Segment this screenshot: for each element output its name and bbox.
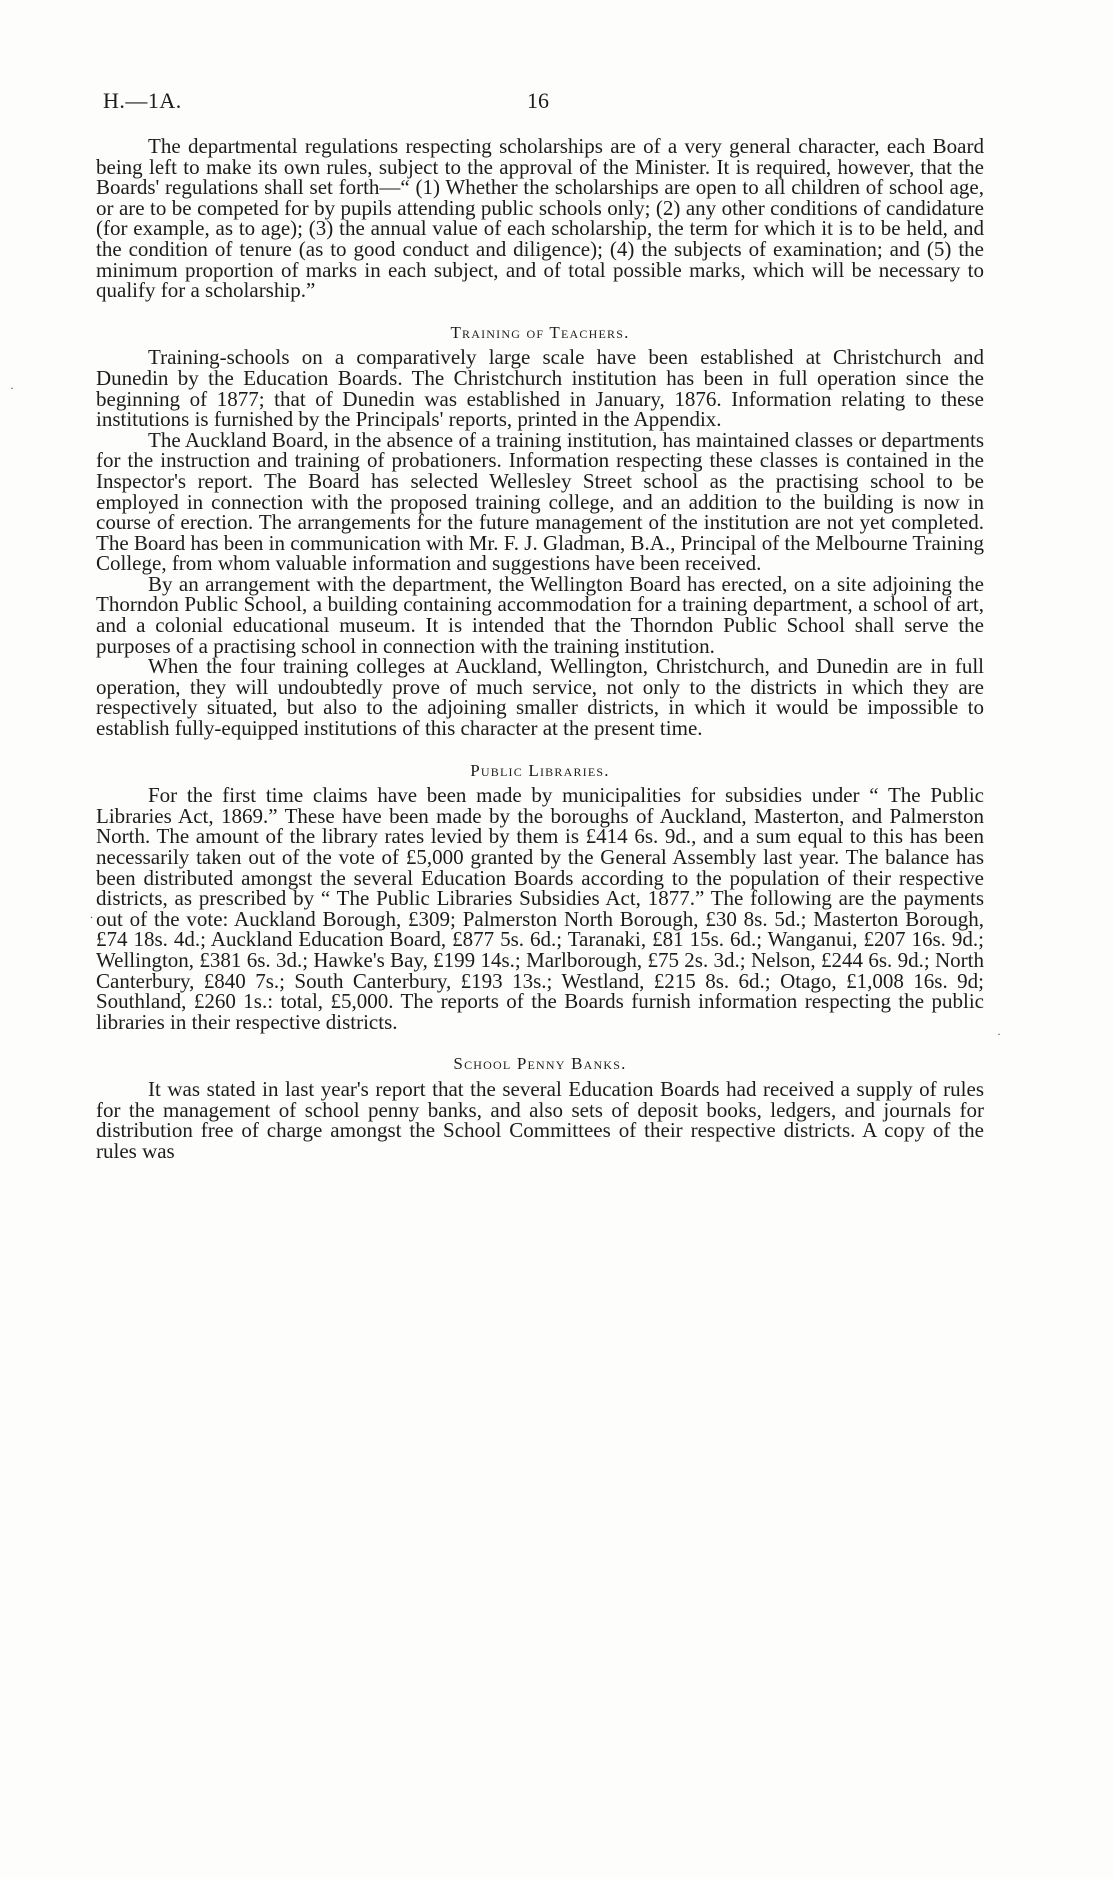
paragraph-training-schools: Training-schools on a comparatively large scale have been established at Christchurch and Dunedin by the Education Boards. The Christchurch institution has been in full operation since the beginning of 1877; that of Dunedin was established in January, 1876. Information relating to these institutions is furnished by the Principals' reports, printed in the Appendix.: [96, 345, 984, 432]
body-text: [96, 136, 984, 1161]
heading-school-penny-banks: School Penny Banks.: [453, 1054, 627, 1074]
paragraph-auckland-board: The Auckland Board, in the absence of a training institution, has maintained classes or departments for the instruction and training of probationers. Information respecting these classes is contained in the Inspector's report. The Board has selected Wellesley Street school as the practising school to be employed in connection with the proposed training college, and an addition to the building is now in course of erection. The arrangements for the future management of the institution are not yet completed. The Board has been in communication with Mr. F. J. Gladman, B.A., Principal of the Melbourne Training College, from whom valuable information and suggestions have been received.: [96, 427, 984, 576]
heading-public-libraries: Public Libraries.: [470, 760, 610, 780]
paragraph-wellington-board: By an arrangement with the department, the Wellington Board has erected, on a site adjoining the Thorndon Public School, a building containing accommodation for a training department, a school of art, and a colonial educational museum. It is intended that the Thorndon Public School shall serve the purposes of a practising school in connection with the training institution.: [96, 571, 984, 658]
paragraph-scholarship-regulations: The departmental regulations respecting scholarships are of a very general character, each Board being left to make its own rules, subject to the approval of the Minister. It is required, however, that the Boards' regulations shall set forth—“ (1) Whether the scholarships are open to all children of school age, or are to be competed for by pupils attending public schools only; (2) any other conditions of candidature (for example, as to age); (3) the annual value of each scholarship, the term for which it is to be held, and the condition of tenure (as to good conduct and diligence); (4) the subjects of examination; and (5) the minimum proportion of marks in each subject, and of total possible marks, which will be necessary to qualify for a scholarship.”: [96, 134, 984, 303]
document-reference: H.—1A.: [103, 88, 182, 113]
page-number: 16: [527, 88, 549, 113]
heading-training-of-teachers: Training of Teachers.: [450, 322, 630, 342]
paragraph-library-subsidies: For the first time claims have been made by municipalities for subsidies under “ The Public Libraries Act, 1869.” These have been made by the boroughs of Auckland, Masterton, and Palmerston North. The amount of the library rates levied by them is £414 6s. 9d., and a sum equal to this has been necessarily taken out of the vote of £5,000 granted by the General Assembly last year. The balance has been distributed amongst the several Education Boards according to the population of their respective districts, as prescribed by “ The Public Libraries Subsidies Act, 1877.” The following are the payments out of the vote: Auckland Borough, £309; Palmerston North Borough, £30 8s. 5d.; Masterton Borough, £74 18s. 4d.; Auckland Education Board, £877 5s. 6d.; Taranaki, £81 15s. 6d.; Wanganui, £207 16s. 9d.; Wellington, £381 6s. 3d.; Hawke's Bay, £199 14s.; Marlborough, £75 2s. 3d.; Nelson, £244 6s. 9d.; North Canterbury, £840 7s.; South Canterbury, £193 13s.; Westland, £215 8s. 6d.; Otago, £1,008 16s. 9d; Southland, £260 1s.: total, £5,000. The reports of the Boards furnish information respecting the public libraries in their respective districts.: [96, 783, 984, 1034]
margin-speck: .: [90, 907, 93, 921]
paragraph-four-colleges: When the four training colleges at Auckland, Wellington, Christchurch, and Dunedin are in full operation, they will undoubtedly prove of much service, not only to the districts in which they are respectively situated, but also to the adjoining smaller districts, in which it would be impossible to establish fully-equipped institutions of this character at the present time.: [96, 654, 984, 741]
margin-speck: ·: [10, 381, 14, 395]
page-header: [103, 88, 983, 118]
paragraph-penny-banks: It was stated in last year's report that the several Education Boards had received a supply of rules for the management of school penny banks, and also sets of deposit books, ledgers, and journals for distribution free of charge amongst the School Committees of their respective districts. A copy of the rules was: [96, 1076, 984, 1163]
margin-speck: ·: [997, 1027, 1001, 1041]
